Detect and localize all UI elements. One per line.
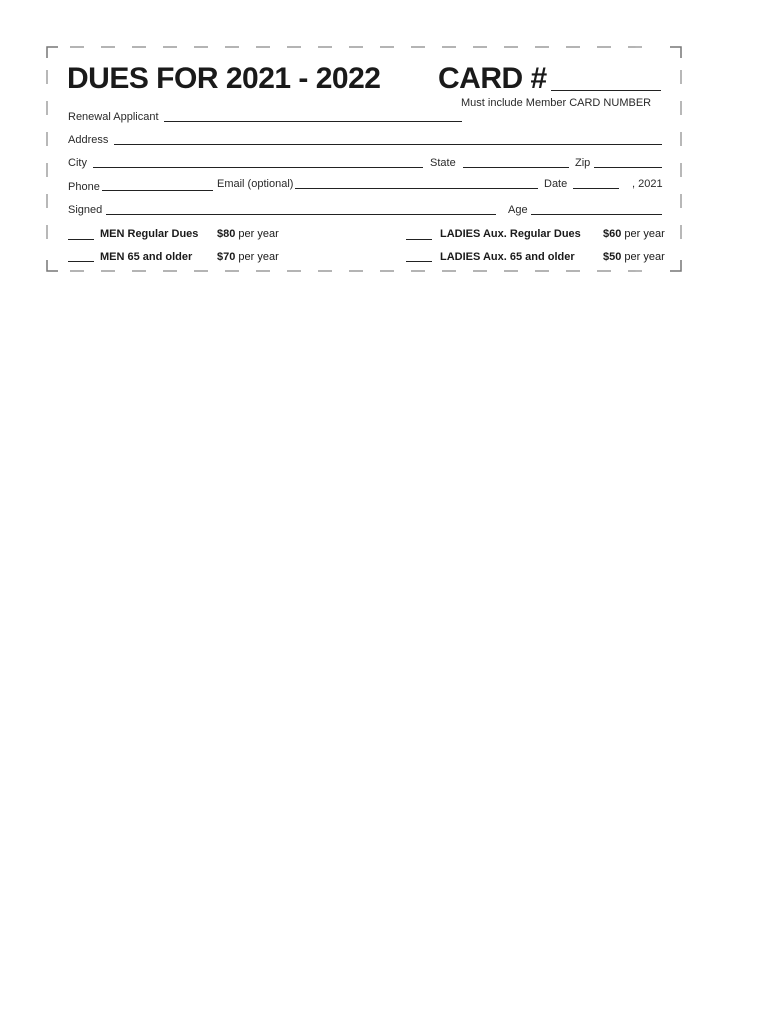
men-regular-price: $80 per year	[217, 228, 279, 240]
ladies-65-label: LADIES Aux. 65 and older	[440, 251, 575, 263]
men-65-label: MEN 65 and older	[100, 251, 193, 263]
card-title: DUES FOR 2021 - 2022	[67, 62, 381, 95]
age-label: Age	[508, 204, 528, 216]
zip-line[interactable]	[594, 167, 662, 168]
men-regular-label: MEN Regular Dues	[100, 228, 199, 240]
phone-line[interactable]	[102, 190, 213, 191]
ladies-regular-price: $60 per year	[603, 228, 665, 240]
men-65-price: $70 per year	[217, 251, 279, 263]
men-65-checkline[interactable]	[68, 261, 94, 262]
email-label: Email (optional)	[217, 178, 294, 190]
state-line[interactable]	[463, 167, 569, 168]
phone-label: Phone	[68, 181, 100, 193]
men-regular-checkline[interactable]	[68, 239, 94, 240]
city-label: City	[68, 157, 87, 169]
year-suffix: , 2021	[632, 178, 663, 190]
date-label: Date	[544, 178, 568, 190]
email-line[interactable]	[295, 188, 538, 189]
card-number-line[interactable]	[551, 90, 661, 91]
city-line[interactable]	[93, 167, 423, 168]
renewal-applicant-label: Renewal Applicant	[68, 111, 159, 123]
ladies-regular-checkline[interactable]	[406, 239, 432, 240]
address-line[interactable]	[114, 144, 662, 145]
date-line[interactable]	[573, 188, 619, 189]
renewal-applicant-line[interactable]	[164, 121, 462, 122]
dues-card	[46, 46, 682, 272]
state-label: State	[430, 157, 456, 169]
address-label: Address	[68, 134, 109, 146]
ladies-65-price: $50 per year	[603, 251, 665, 263]
card-number-label: CARD #	[438, 62, 547, 95]
signed-line[interactable]	[106, 214, 496, 215]
ladies-65-checkline[interactable]	[406, 261, 432, 262]
zip-label: Zip	[575, 157, 591, 169]
age-line[interactable]	[531, 214, 662, 215]
signed-label: Signed	[68, 204, 103, 216]
card-number-note: Must include Member CARD NUMBER	[461, 97, 652, 109]
ladies-regular-label: LADIES Aux. Regular Dues	[440, 228, 581, 240]
